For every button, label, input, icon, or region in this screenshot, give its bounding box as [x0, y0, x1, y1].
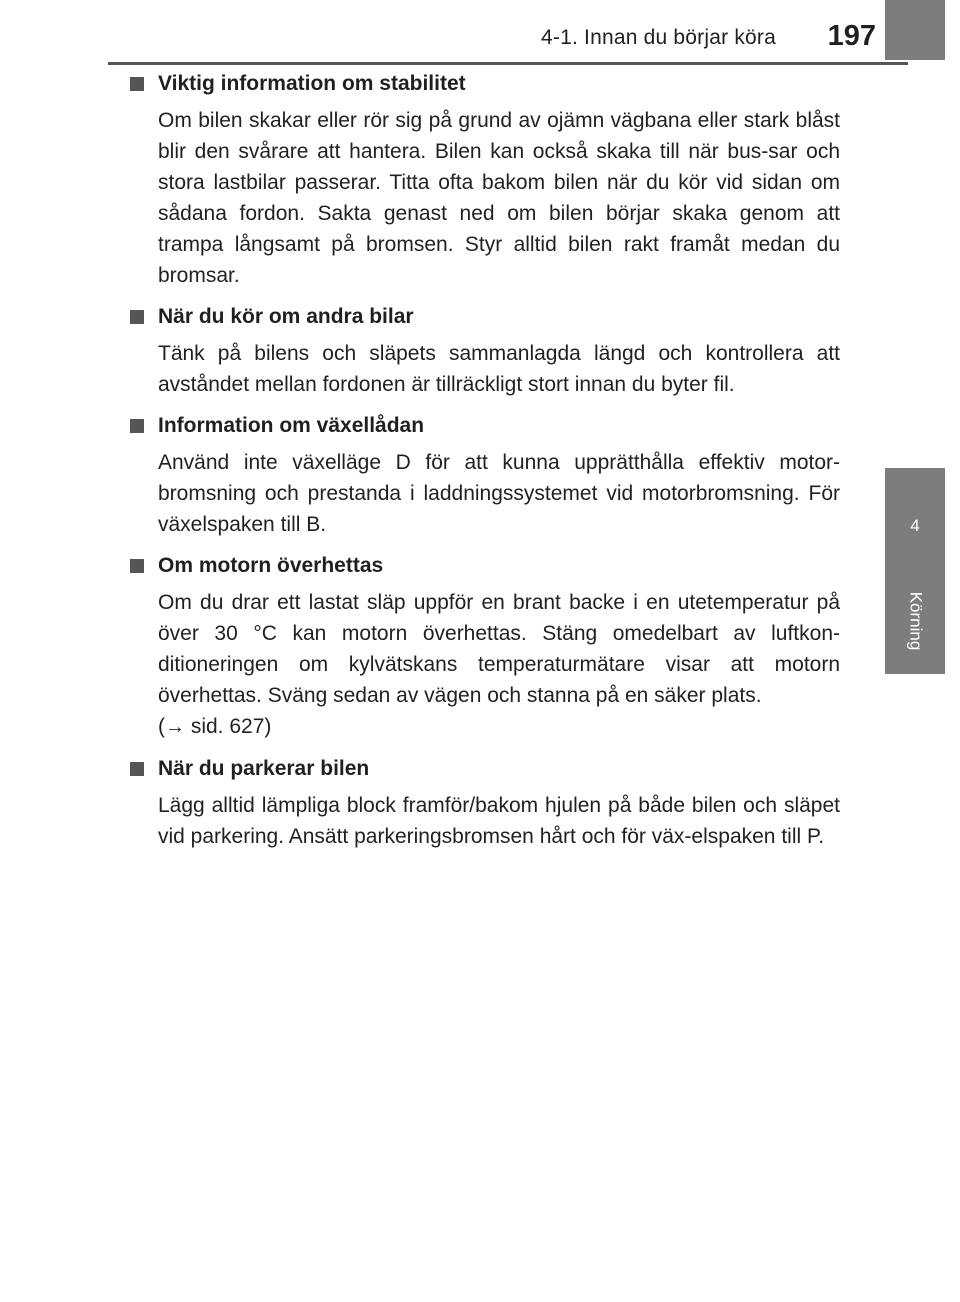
- section-transmission: [130, 410, 840, 540]
- header-divider: [108, 62, 908, 65]
- section-body-text: Om du drar ett lastat släp uppför en brant backe i en utetemperatur på över 30 °C kan motorn överhettas. Stäng omedelbart av luftkon-ditioneringen om kylvätskans temperaturmätare visar att motorn överhettas. Sväng sedan av vägen och stanna på en säker plats.: [158, 591, 840, 707]
- section-overheating: [130, 550, 840, 743]
- section-heading-text: Om motorn överhettas: [158, 554, 384, 577]
- side-tab-top: [885, 0, 945, 60]
- section-heading: [130, 410, 840, 441]
- side-tab-label-wrap: [885, 586, 945, 656]
- section-heading-text: När du kör om andra bilar: [158, 305, 414, 328]
- square-bullet-icon: [130, 762, 144, 776]
- section-heading: [130, 68, 840, 99]
- ref-text: sid. 627): [185, 715, 272, 738]
- section-parking: [130, 753, 840, 852]
- section-body: Använd inte växelläge D för att kunna upprätthålla effektiv motor-bromsning och prestanda i laddningssystemet vid motorbromsning. För växelspaken till B.: [158, 451, 840, 536]
- section-overtaking: [130, 301, 840, 400]
- arrow-right-icon: →: [165, 716, 185, 738]
- section-heading: [130, 301, 840, 332]
- side-tab-number: 4: [910, 516, 920, 535]
- page-reference: [158, 715, 271, 738]
- section-heading-text: Viktig information om stabilitet: [158, 72, 466, 95]
- square-bullet-icon: [130, 77, 144, 91]
- page-number: 197: [827, 20, 876, 52]
- square-bullet-icon: [130, 559, 144, 573]
- page-header: [0, 0, 960, 60]
- square-bullet-icon: [130, 419, 144, 433]
- section-body: Tänk på bilens och släpets sammanlagda längd och kontrollera att avståndet mellan fordonen är tillräckligt stort innan du byter fil.: [158, 342, 840, 396]
- square-bullet-icon: [130, 310, 144, 324]
- section-stability: [130, 68, 840, 291]
- side-tab-chapter: [885, 468, 945, 674]
- section-heading: [130, 753, 840, 784]
- main-content: [130, 68, 840, 862]
- side-tab-label: Körning: [905, 591, 925, 651]
- chapter-title: 4-1. Innan du börjar köra: [541, 26, 776, 49]
- section-heading-text: Information om växellådan: [158, 414, 425, 437]
- section-body: [158, 587, 840, 743]
- section-body: Om bilen skakar eller rör sig på grund av ojämn vägbana eller stark blåst blir den svårare att hantera. Bilen kan också skaka till när bus-sar och stora lastbilar passerar. Titta ofta bakom bilen när du kör vid sidan om sådana fordon. Sakta genast ned om bilen börjar skaka genom att trampa långsamt på bromsen. Styr alltid bilen rakt framåt medan du bromsar.: [158, 109, 840, 287]
- section-heading-text: När du parkerar bilen: [158, 757, 370, 780]
- section-heading: [130, 550, 840, 581]
- section-body: Lägg alltid lämpliga block framför/bakom hjulen på både bilen och släpet vid parkering. Ansätt parkeringsbromsen hårt och för väx-elspaken till P.: [158, 794, 840, 848]
- ref-open: (: [158, 715, 165, 738]
